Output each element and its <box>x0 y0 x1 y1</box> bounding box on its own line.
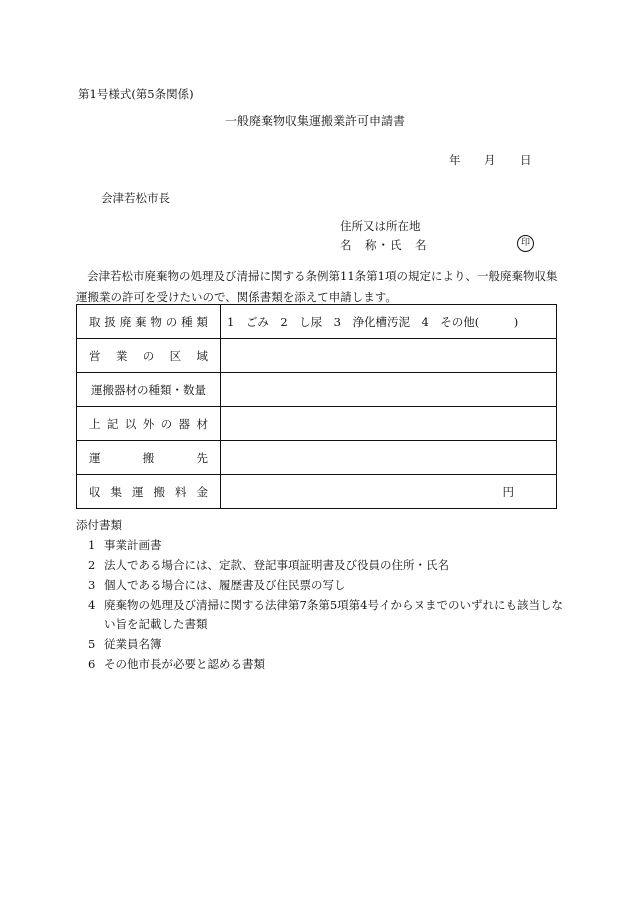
other-equipment-field[interactable] <box>221 407 557 441</box>
label-char: 域 <box>196 348 208 363</box>
fee-field[interactable]: 円 <box>221 475 557 509</box>
spaced-label <box>77 348 220 364</box>
label-char: の <box>142 348 155 363</box>
waste-type-options[interactable]: 1 ごみ 2 し尿 3 浄化槽汚泥 4 その他( ) <box>221 305 557 339</box>
row-label-text: 運搬器材の種類・数量 <box>91 382 206 397</box>
application-statement: 会津若松市廃棄物の処理及び清掃に関する条例第11条第1項の規定により、一般廃棄物収集運搬業の許可を受けたいので、関係書類を添えて申請します。 <box>76 269 558 304</box>
label-char: 物 <box>150 314 162 329</box>
item-text: 事業計画書 <box>104 538 162 552</box>
list-item <box>88 636 162 652</box>
row-label <box>77 305 221 339</box>
date-year: 年 <box>449 153 461 167</box>
item-number: 2 <box>88 558 96 572</box>
label-char: 棄 <box>135 314 147 329</box>
form-number-label: 第1号様式(第5条関係) <box>78 87 194 101</box>
table-row <box>77 305 557 339</box>
date-day: 日 <box>520 153 532 167</box>
item-number: 4 <box>88 598 96 612</box>
name-label: 名 称・氏 名 <box>340 238 428 252</box>
item-number: 5 <box>88 637 96 651</box>
label-char: 記 <box>106 416 119 431</box>
item-text: 従業員名簿 <box>104 637 162 651</box>
label-char: の <box>160 416 173 431</box>
label-char: 種 <box>181 314 193 329</box>
destination-field[interactable] <box>221 441 557 475</box>
table-row <box>77 475 557 509</box>
item-number: 6 <box>88 657 96 671</box>
label-char: 搬 <box>153 484 165 499</box>
label-char: 扱 <box>104 314 116 329</box>
list-item <box>88 557 449 573</box>
label-char: の <box>165 314 178 329</box>
label-char: 廃 <box>119 314 132 329</box>
label-char: 運 <box>132 484 144 499</box>
spaced-label <box>77 314 220 330</box>
label-char: 集 <box>110 484 122 499</box>
spaced-label <box>77 450 220 466</box>
label-char: 運 <box>89 450 101 465</box>
seal-icon: 印 <box>517 235 534 252</box>
equipment-field[interactable] <box>221 373 557 407</box>
row-label <box>77 339 221 373</box>
list-item <box>88 577 346 593</box>
row-label <box>77 373 221 407</box>
label-char: 材 <box>196 416 208 431</box>
document-title: 一般廃棄物収集運搬業許可申請書 <box>224 114 405 128</box>
row-label <box>77 475 221 509</box>
item-number: 1 <box>88 538 96 552</box>
item-number: 3 <box>88 578 96 592</box>
item-text: その他市長が必要と認める書類 <box>104 657 265 671</box>
label-char: 営 <box>89 348 101 363</box>
table-row <box>77 441 557 475</box>
table-row <box>77 407 557 441</box>
item-text: 個人である場合には、履歴書及び住民票の写し <box>104 578 346 592</box>
addressee: 会津若松市長 <box>101 191 170 205</box>
business-area-field[interactable] <box>221 339 557 373</box>
label-char: 先 <box>196 450 208 465</box>
label-char: 区 <box>169 348 182 363</box>
list-item <box>88 596 574 634</box>
item-text: 法人である場合には、定款、登記事項証明書及び役員の住所・氏名 <box>104 558 449 572</box>
label-char: 上 <box>89 416 101 431</box>
item-text: 廃棄物の処理及び清掃に関する法律第7条第5項第4号イからヌまでのいずれにも該当しない旨を記載した書類 <box>104 598 563 631</box>
table-row <box>77 339 557 373</box>
label-char: 以 <box>124 416 137 431</box>
label-char: 外 <box>142 416 155 431</box>
list-item <box>88 656 265 672</box>
list-item <box>88 537 162 553</box>
label-char: 金 <box>196 484 208 499</box>
label-char: 器 <box>178 416 191 431</box>
label-char: 業 <box>115 348 128 363</box>
label-char: 搬 <box>142 450 155 465</box>
row-label <box>77 407 221 441</box>
row-label <box>77 441 221 475</box>
attachments-heading: 添付書類 <box>76 518 122 532</box>
address-label: 住所又は所在地 <box>340 219 421 233</box>
label-char: 収 <box>89 484 101 499</box>
label-char: 取 <box>89 314 101 329</box>
label-char: 料 <box>175 484 187 499</box>
table-row <box>77 373 557 407</box>
label-char: 類 <box>196 314 208 329</box>
spaced-label <box>77 416 220 432</box>
application-table <box>76 304 557 509</box>
date-month: 月 <box>484 153 496 167</box>
spaced-label <box>77 484 220 500</box>
